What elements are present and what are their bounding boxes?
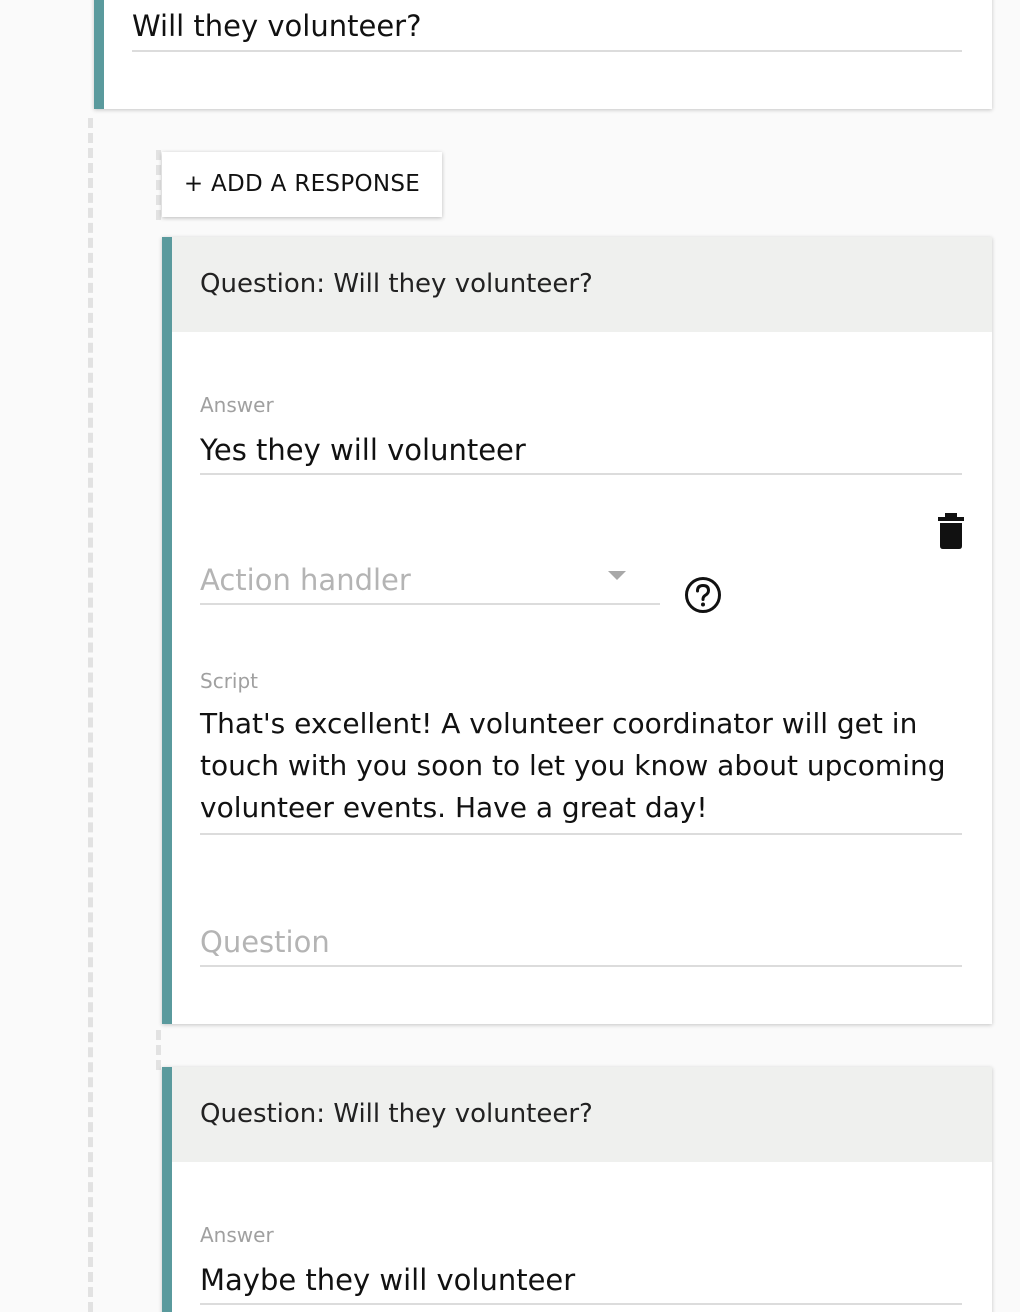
answer-field[interactable]: Maybe they will volunteer bbox=[200, 1259, 962, 1305]
response-card bbox=[162, 237, 992, 1024]
action-handler-placeholder: Action handler bbox=[200, 563, 411, 597]
question-field[interactable]: Will they volunteer? bbox=[132, 6, 962, 52]
answer-label: Answer bbox=[200, 393, 274, 417]
inner-tree-connector bbox=[156, 1030, 161, 1070]
trash-icon[interactable] bbox=[938, 513, 964, 549]
help-circle-icon[interactable] bbox=[684, 576, 722, 614]
response-card-header: Question: Will they volunteer? bbox=[172, 1067, 992, 1162]
script-label: Script bbox=[200, 669, 259, 693]
response-card-header: Question: Will they volunteer? bbox=[172, 237, 992, 332]
question-field[interactable]: Question bbox=[200, 921, 962, 967]
question-card bbox=[94, 0, 992, 109]
script-field[interactable]: That's excellent! A volunteer coordinator will get in touch with you soon to let you know about upcoming volunteer events. Have a great day! bbox=[200, 703, 962, 835]
action-handler-select[interactable] bbox=[200, 559, 660, 605]
outer-tree-connector bbox=[88, 118, 93, 1312]
chevron-down-icon bbox=[608, 571, 626, 580]
response-card bbox=[162, 1067, 992, 1312]
answer-label: Answer bbox=[200, 1223, 274, 1247]
inner-tree-connector bbox=[156, 150, 161, 220]
answer-field[interactable]: Yes they will volunteer bbox=[200, 429, 962, 475]
add-response-button[interactable]: + ADD A RESPONSE bbox=[162, 152, 442, 217]
